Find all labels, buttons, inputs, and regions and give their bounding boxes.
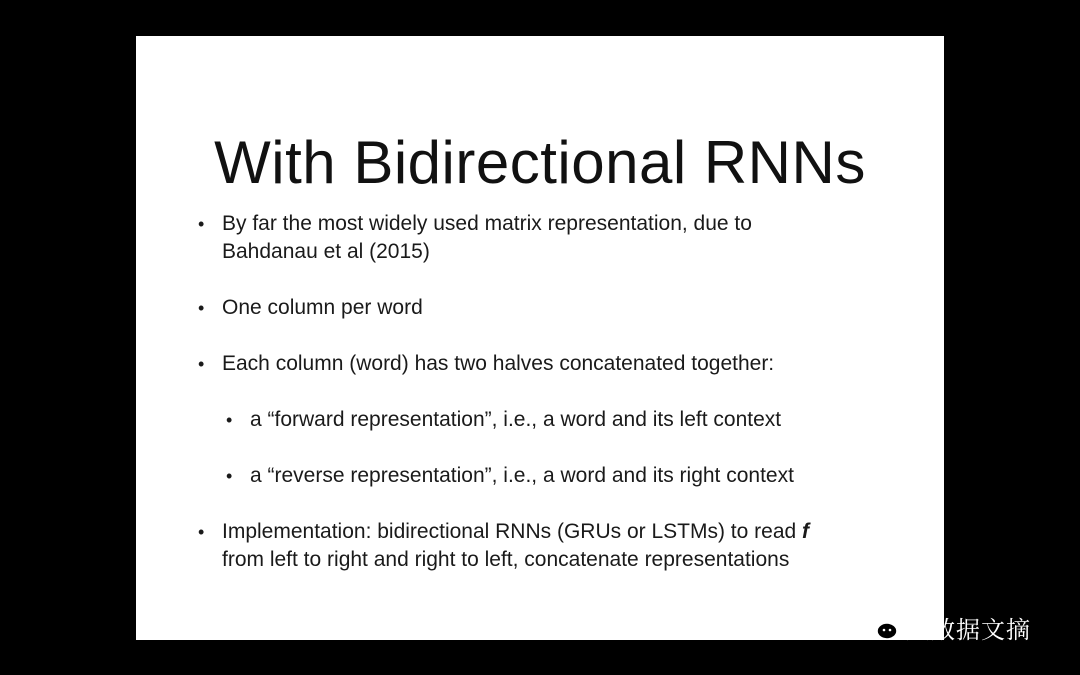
bullet-text: Bahdanau et al (2015) [222,240,430,263]
bullet-item [198,210,898,266]
bullet-item [198,518,898,574]
bullet-text: One column per word [222,296,423,319]
bullet-item [198,294,898,322]
variable-f: f [802,520,810,543]
bullet-item [198,350,898,378]
bullet-text: a “forward representation”, i.e., a word and its left context [250,408,782,431]
sub-bullet-item [226,462,898,490]
bullet-text: By far the most widely used matrix representation, due to [222,212,752,235]
bullet-text: a “reverse representation”, i.e., a word and its right context [250,464,794,487]
slide-title: With Bidirectional RNNs [214,129,866,196]
wechat-icon [860,612,900,642]
bullet-text: from left to right and right to left, concatenate representations [222,548,790,571]
slide [136,36,944,640]
watermark-text: 大数据文摘 [906,615,1031,644]
bullet-text: Implementation: bidirectional RNNs (GRUs or LSTMs) to read [222,520,803,543]
bullet-list [198,210,898,574]
sub-bullet-item [226,406,898,434]
bullet-text: Each column (word) has two halves concatenated together: [222,352,775,375]
watermark [860,609,1031,645]
